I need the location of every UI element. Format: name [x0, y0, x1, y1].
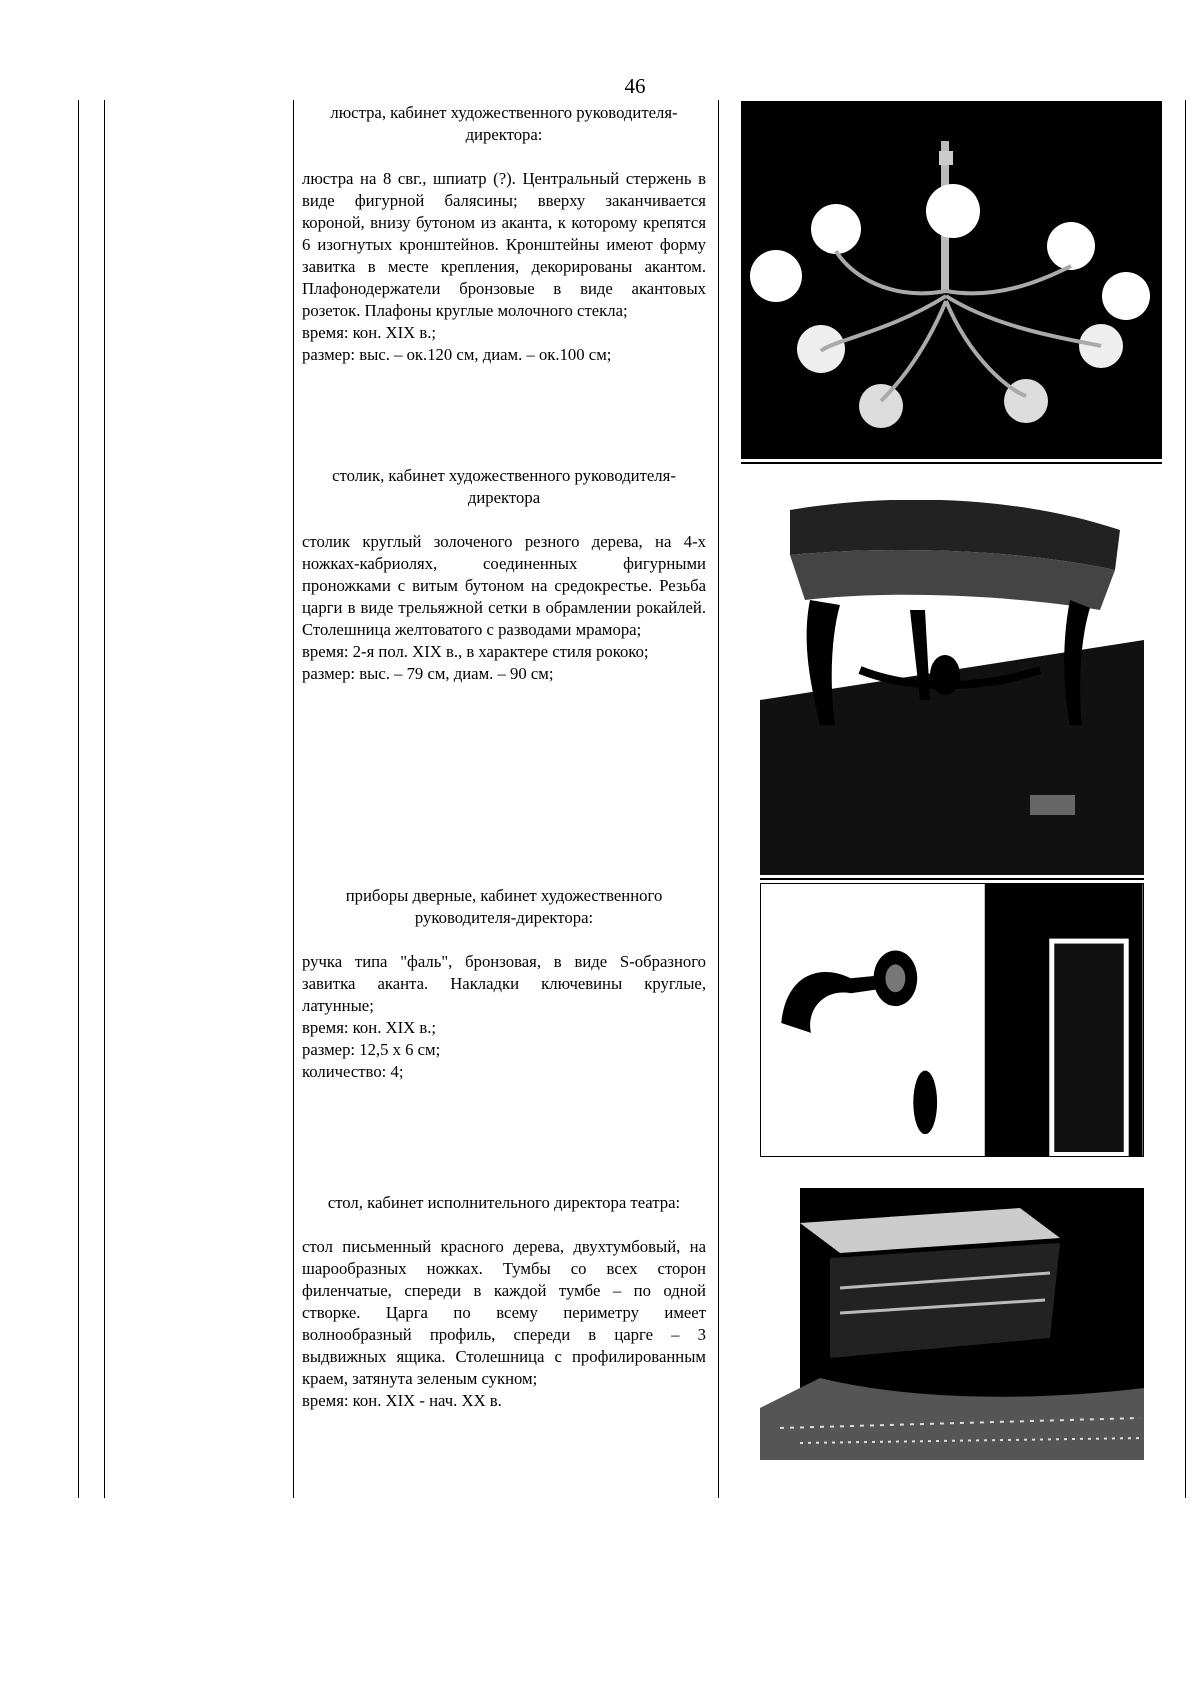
entry-size: размер: выс. – 79 см, диам. – 90 см; [302, 664, 554, 683]
entry-time: время: кон. XIX в.; [302, 1018, 437, 1037]
door-handle-photo [760, 883, 1144, 1157]
table-border-text-left [293, 100, 294, 1498]
catalog-entry-chandelier [302, 102, 706, 366]
writing-desk-illustration [760, 1188, 1144, 1460]
entry-time: время: кон. XIX - нач. XX в. [302, 1391, 502, 1410]
entry-description: ручка типа "фаль", бронзовая, в виде S-образного завитка аканта. Накладки ключевины круглые, латунные; [302, 952, 706, 1015]
entry-title: приборы дверные, кабинет художественного руководителя-директора: [345, 886, 663, 927]
entry-time: время: 2-я пол. XIX в., в характере стиля рококо; [302, 642, 649, 661]
table-border-text-right [718, 100, 719, 1498]
chandelier-illustration [741, 101, 1162, 459]
catalog-entry-door-hardware [302, 885, 706, 1083]
catalog-entry-round-table [302, 465, 706, 685]
photo-divider [741, 462, 1162, 464]
photo-frame-divider [760, 878, 1144, 880]
entry-title: люстра, кабинет художественного руководителя-директора: [330, 103, 678, 144]
page-number: 46 [624, 74, 646, 98]
entry-title: столик, кабинет художественного руководителя-директора [332, 466, 676, 507]
catalog-entry-writing-desk [302, 1192, 706, 1412]
table-border-left-outer [78, 100, 79, 1498]
entry-description: столик круглый золоченого резного дерева, на 4-х ножках-кабриолях, соединенных фигурными проножками с витым бутоном на средокрестье. Резьба царги в виде трельяжной сетки в обрамлении рокайлей. Столешница желтоватого с разводами мрамора; [302, 532, 706, 639]
entry-quantity: количество: 4; [302, 1062, 404, 1081]
table-border-left-inner [104, 100, 105, 1498]
entry-description: стол письменный красного дерева, двухтумбовый, на шарообразных ножках. Тумбы со всех сторон филенчатые, спереди в каждой тумбе – по одной створке. Царга по всему периметру имеет волнообразный профиль, спереди в царге – 3 выдвижных ящика. Столешница с профилированным краем, затянута зеленым сукном; [302, 1237, 706, 1388]
writing-desk-photo [760, 1188, 1144, 1460]
entry-size: размер: выс. – ок.120 см, диам. – ок.100 см; [302, 345, 612, 364]
door-handle-illustration [761, 884, 1143, 1156]
entry-title: стол, кабинет исполнительного директора театра: [327, 1193, 681, 1212]
entry-size: размер: 12,5 х 6 см; [302, 1040, 441, 1059]
entry-time: время: кон. XIX в.; [302, 323, 437, 342]
round-table-photo [760, 500, 1144, 875]
round-table-illustration [760, 500, 1144, 875]
table-border-right [1185, 100, 1186, 1498]
entry-description: люстра на 8 свг., шпиатр (?). Центральный стержень в виде фигурной балясины; вверху заканчивается короной, внизу бутоном из аканта, к которому крепятся 6 изогнутых кронштейнов. Кронштейны имеют форму завитка в месте крепления, декорированы акантом. Плафонодержатели бронзовые в виде акантовых розеток. Плафоны круглые молочного стекла; [302, 169, 706, 320]
chandelier-photo [741, 101, 1162, 459]
